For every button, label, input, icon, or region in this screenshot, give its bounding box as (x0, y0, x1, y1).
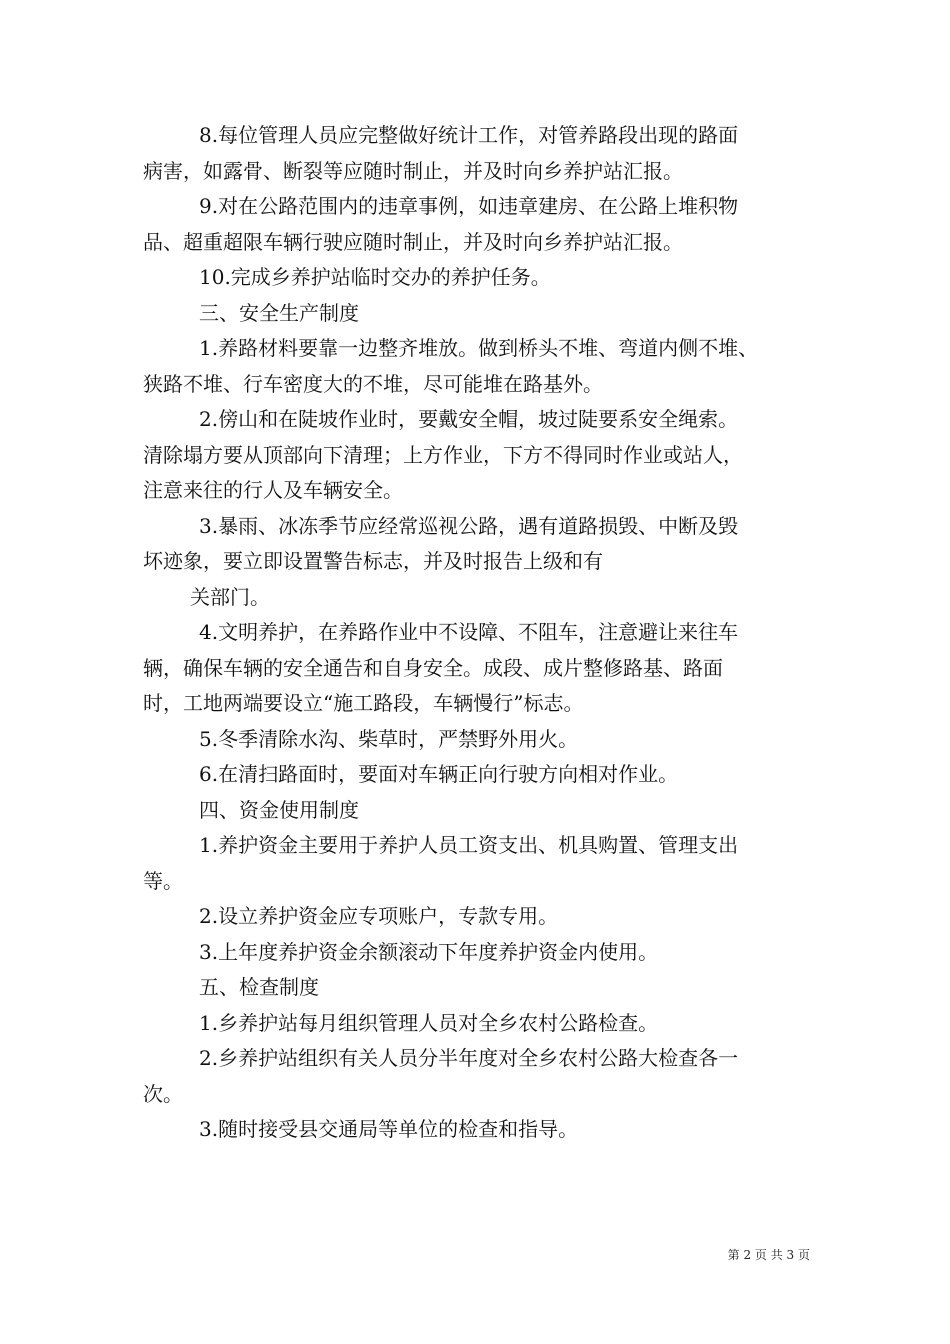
text-line: 注意来往的行人及车辆安全。 (143, 478, 403, 502)
text-line: 坏迹象，要立即设置警告标志，并及时报告上级和有 (143, 549, 603, 573)
text-line: 2.乡养护站组织有关人员分半年度对全乡农村公路大检查各一 (199, 1046, 739, 1070)
text-line: 1.养路材料要靠一边整齐堆放。做到桥头不堆、弯道内侧不堆、 (199, 336, 759, 360)
text-line: 3.上年度养护资金余额滚动下年度养护资金内使用。 (199, 939, 659, 964)
page-number-footer: 第 2 页 共 3 页 (727, 1248, 810, 1262)
text-line: 四、资金使用制度 (199, 797, 359, 822)
text-line: 1.养护资金主要用于养护人员工资支出、机具购置、管理支出 (199, 833, 739, 857)
text-line: 病害，如露骨、断裂等应随时制止，并及时向乡养护站汇报。 (143, 158, 683, 183)
text-line: 品、超重超限车辆行驶应随时制止，并及时向乡养护站汇报。 (143, 229, 683, 254)
document-body (143, 118, 809, 1148)
text-line: 五、检查制度 (199, 975, 319, 999)
text-line: 8.每位管理人员应完整做好统计工作，对管养路段出现的路面 (199, 123, 739, 147)
text-line: 2.傍山和在陡坡作业时，要戴安全帽，坡过陡要系安全绳索。 (199, 407, 739, 431)
text-line: 3.随时接受县交通局等单位的检查和指导。 (199, 1117, 579, 1141)
text-line: 2.设立养护资金应专项账户，专款专用。 (199, 904, 559, 928)
text-line: 等。 (143, 868, 183, 893)
text-line: 1.乡养护站每月组织管理人员对全乡农村公路检查。 (199, 1010, 659, 1035)
text-line: 6.在清扫路面时，要面对车辆正向行驶方向相对作业。 (199, 762, 679, 786)
text-line: 三、安全生产制度 (199, 300, 359, 325)
text-line: 9.对在公路范围内的违章事例，如违章建房、在公路上堆积物 (199, 194, 739, 218)
text-line: 次。 (143, 1081, 183, 1106)
text-line: 10.完成乡养护站临时交办的养护任务。 (199, 265, 551, 289)
text-line: 5.冬季清除水沟、柴草时，严禁野外用火。 (199, 726, 579, 751)
text-line: 3.暴雨、冰冻季节应经常巡视公路，遇有道路损毁、中断及毁 (199, 513, 739, 538)
text-line: 辆，确保车辆的安全通告和自身安全。成段、成片整修路基、路面 (143, 655, 723, 680)
text-line: 时，工地两端要设立“施工路段，车辆慢行”标志。 (143, 691, 584, 715)
text-line: 清除塌方要从顶部向下清理；上方作业，下方不得同时作业或站人， (143, 442, 743, 467)
text-line: 4.文明养护，在养路作业中不设障、不阻车，注意避让来往车 (199, 620, 739, 644)
text-line: 狭路不堆、行车密度大的不堆，尽可能堆在路基外。 (143, 371, 603, 396)
text-line: 关部门。 (190, 584, 270, 609)
